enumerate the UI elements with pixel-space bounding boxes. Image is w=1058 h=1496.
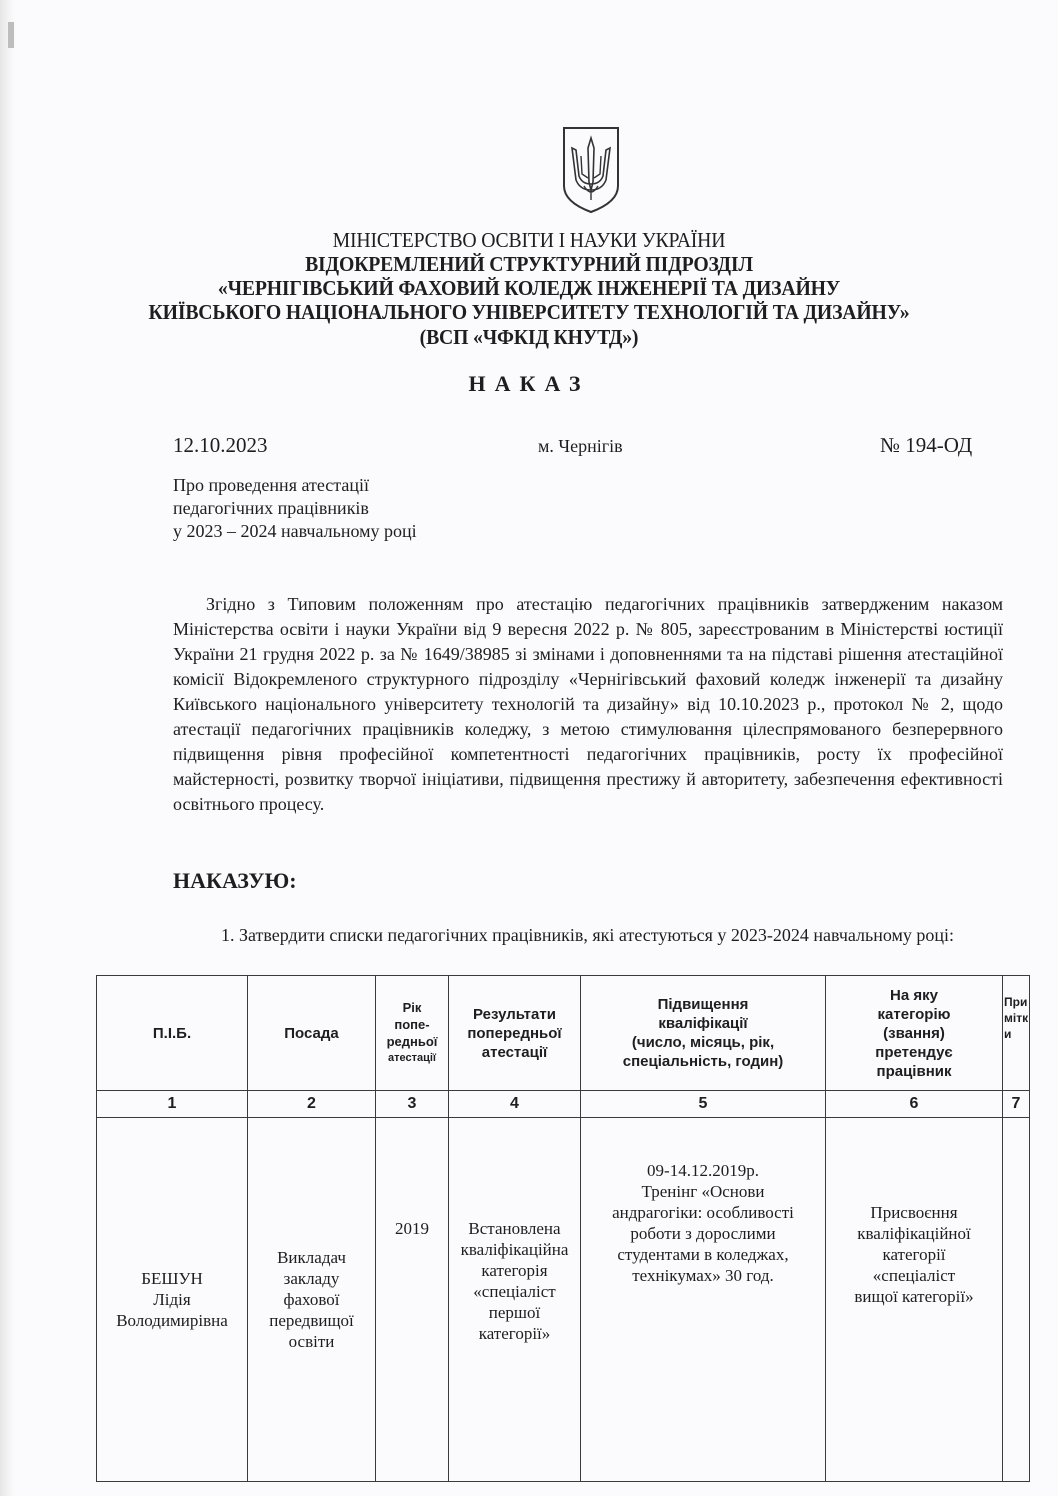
cell-line: студентами в коледжах, bbox=[617, 1245, 789, 1264]
header-line: попе- bbox=[394, 1017, 430, 1032]
cell-line: 09-14.12.2019р. bbox=[647, 1161, 759, 1180]
subject-line: Про проведення атестації bbox=[173, 475, 369, 495]
order-date: 12.10.2023 bbox=[173, 433, 268, 457]
column-number: 4 bbox=[449, 1091, 581, 1118]
subject-line: у 2023 – 2024 навчальному році bbox=[173, 521, 417, 541]
cell-line: передвищої bbox=[269, 1311, 354, 1330]
table-header-row bbox=[97, 976, 1030, 1091]
table-row bbox=[97, 1118, 1030, 1482]
column-number-row bbox=[97, 1091, 1030, 1118]
column-number: 1 bbox=[97, 1091, 248, 1118]
cell-position bbox=[248, 1118, 376, 1482]
coat-of-arms-of-ukraine-icon bbox=[560, 124, 622, 214]
patronymic: Володимирівна bbox=[116, 1311, 228, 1330]
cell-notes bbox=[1003, 1118, 1030, 1482]
header-full-name: П.І.Б. bbox=[97, 976, 248, 1091]
preamble-paragraph: Згідно з Типовим положенням про атестацію педагогічних працівників затвердженим наказом Міністерства освіти і науки України від 9 вересня 2022 р. № 805, зареєстрованим в Міністерстві юстиції України 21 грудня 2022 р. за № 1649/38985 зі змінами і доповненнями та на підставі рішення атестаційної комісії Відокремленого структурного підрозділу «Чернігівський фаховий коледж інженерії та дизайну Київського національного університету технологій та дизайну» від 10.10.2023 р., протокол № 2, щодо атестації педагогічних працівників коледжу, з метою стимулювання цілеспрямованого безперервного підвищення рівня професійної компетентності педагогічних працівників, росту їх професійної майстерності, розвитку творчої ініціативи, підвищення престижу й авторитету, забезпечення ефективності освітнього процесу. bbox=[173, 594, 1003, 814]
order-item-1: 1. Затвердити списки педагогічних працівників, які атестуються у 2023-2024 навчальному році: bbox=[221, 925, 955, 945]
header-line: Результати bbox=[473, 1005, 556, 1023]
cell-full-name bbox=[97, 1118, 248, 1482]
column-number: 3 bbox=[376, 1091, 449, 1118]
header-target-category bbox=[826, 976, 1003, 1091]
cell-line: категорії bbox=[882, 1245, 946, 1264]
header-line: мітк bbox=[1004, 1011, 1029, 1025]
cell-line: андрагогіки: особливості bbox=[612, 1203, 794, 1222]
first-name: Лідія bbox=[153, 1290, 191, 1309]
header-line: кваліфікації bbox=[658, 1015, 748, 1032]
cell-line: Встановлена bbox=[468, 1219, 561, 1238]
cell-line: категорії» bbox=[478, 1324, 551, 1343]
cell-line: вищої категорії» bbox=[854, 1287, 974, 1306]
cell-line: «спеціаліст bbox=[872, 1266, 956, 1285]
college-abbreviation: (ВСП «ЧФКІД КНУТД») bbox=[419, 325, 639, 349]
header-line: редньої bbox=[386, 1034, 438, 1049]
cell-line: технікумах» 30 год. bbox=[632, 1266, 774, 1285]
cell-line: освіти bbox=[288, 1332, 335, 1351]
order-number: № 194-ОД bbox=[880, 433, 973, 457]
header-line: претендує bbox=[875, 1043, 953, 1061]
subject-line: педагогічних працівників bbox=[173, 498, 369, 518]
cell-line: кваліфікаційної bbox=[857, 1224, 971, 1243]
header-line: (звання) bbox=[883, 1024, 945, 1042]
attestation-table bbox=[96, 975, 1030, 1482]
header-line: атестації bbox=[387, 1052, 436, 1064]
cell-line: роботи з дорослими bbox=[630, 1224, 776, 1243]
cell-prev-result bbox=[449, 1118, 581, 1482]
cell-line: Присвоєння bbox=[870, 1203, 958, 1222]
college-name-line-2: КИЇВСЬКОГО НАЦІОНАЛЬНОГО УНІВЕРСИТЕТУ ТЕХНОЛОГІЙ ТА ДИЗАЙНУ» bbox=[148, 300, 910, 324]
cell-line: закладу bbox=[283, 1269, 340, 1288]
order-subject bbox=[173, 474, 417, 543]
cell-prev-year: 2019 bbox=[376, 1118, 449, 1482]
order-heading: НАКАЗУЮ: bbox=[173, 868, 297, 893]
header-line: атестації bbox=[481, 1043, 548, 1061]
header-prev-result bbox=[449, 976, 581, 1091]
ministry-name: МІНІСТЕРСТВО ОСВІТИ І НАУКИ УКРАЇНИ bbox=[332, 228, 726, 252]
cell-line: Тренінг «Основи bbox=[641, 1182, 765, 1201]
column-number: 6 bbox=[826, 1091, 1003, 1118]
college-name-line-1: «ЧЕРНІГІВСЬКИЙ ФАХОВИЙ КОЛЕДЖ ІНЖЕНЕРІЇ ТА ДИЗАЙНУ bbox=[217, 276, 841, 300]
header-prev-year bbox=[376, 976, 449, 1091]
cell-line: кваліфікаційна bbox=[460, 1240, 569, 1259]
scan-artifact bbox=[8, 22, 14, 48]
order-city: м. Чернігів bbox=[538, 436, 623, 456]
column-number: 7 bbox=[1003, 1091, 1030, 1118]
document-title: НАКАЗ bbox=[468, 371, 590, 396]
header-line: (число, місяць, рік, bbox=[631, 1034, 775, 1051]
cell-target-category bbox=[826, 1118, 1003, 1482]
cell-line: категорія bbox=[481, 1261, 548, 1280]
header-line: На яку bbox=[890, 986, 938, 1004]
header-training bbox=[581, 976, 826, 1091]
header-line: спеціальність, годин) bbox=[622, 1053, 784, 1070]
cell-line: першої bbox=[488, 1303, 541, 1322]
header-line: и bbox=[1004, 1027, 1012, 1041]
cell-line: Викладач bbox=[277, 1248, 346, 1267]
header-line: категорію bbox=[877, 1005, 951, 1023]
header-line: попередньої bbox=[467, 1024, 562, 1042]
header-notes bbox=[1003, 976, 1030, 1091]
unit-name: ВІДОКРЕМЛЕНИЙ СТРУКТУРНИЙ ПІДРОЗДІЛ bbox=[305, 252, 753, 276]
cell-line: «спеціаліст bbox=[473, 1282, 556, 1301]
cell-line: фахової bbox=[283, 1290, 340, 1309]
header-position: Посада bbox=[248, 976, 376, 1091]
column-number: 5 bbox=[581, 1091, 826, 1118]
surname: БЕШУН bbox=[141, 1269, 203, 1288]
header-line: працівник bbox=[876, 1062, 952, 1080]
column-number: 2 bbox=[248, 1091, 376, 1118]
scan-page-edge bbox=[0, 0, 16, 1496]
cell-training bbox=[581, 1118, 826, 1482]
header-line: При bbox=[1004, 995, 1028, 1009]
header-line: Підвищення bbox=[657, 996, 749, 1013]
header-line: Рік bbox=[402, 1000, 422, 1015]
